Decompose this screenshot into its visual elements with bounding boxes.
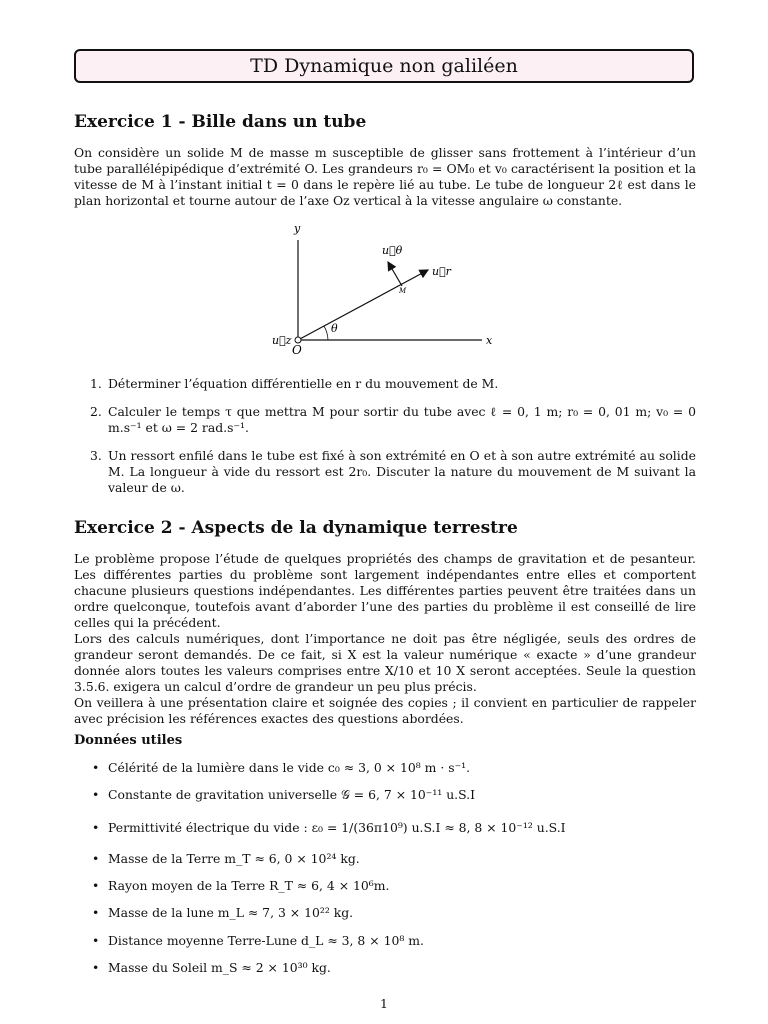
tube-line (298, 270, 428, 340)
paragraph: Lors des calculs numériques, dont l’importance ne doit pas être négligée, seuls des ordres de grandeur seront demandés. De ce fait, si X est la valeur numérique « exacte » d’une grandeur donnée alors toutes les valeurs comprises entre X/10 et 10 X seront acceptées. Seule la question 3.5.6. exigera un calcul d’ordre de grandeur un peu plus précis. (74, 631, 696, 694)
ur-label: u⃗r (432, 265, 451, 278)
utheta-vector (388, 262, 402, 286)
bullet-icon: • (92, 820, 100, 835)
question-number: 1. (90, 376, 102, 391)
exercise1-intro: On considère un solide M de masse m susceptible de glisser sans frottement à l’intérieur d’un tube parallélépipédique d’extrémité O. Les grandeurs r₀ = OM₀ et v₀ caractérisent la position et la vitesse de M à l’instant initial t = 0 dans le repère lié au tube. Le tube de longueur 2ℓ est dans le plan horizontal et tourne autour de l’axe Oz vertical à la vitesse angulaire ω constante. (74, 145, 696, 208)
question-text: Calculer le temps τ que mettra M pour sortir du tube avec ℓ = 0, 1 m; r₀ = 0, 01 m; v₀ = 0 m.s⁻¹ et ω = 2 rad.s⁻¹. (108, 404, 696, 435)
bullet-icon: • (92, 851, 100, 866)
document-page: TD Dynamique non galiléen Exercice 1 - Bille dans un tube On considère un solide M de masse m susceptible de glisser sans frottement à l’intérieur d’un tube parallélépipédique d’extrémité O. Les grandeurs r₀ = OM₀ et v₀ caractérisent la position et la vitesse de M à l’instant initial t = 0 dans le repère lié au tube. Le tube de longueur 2ℓ est dans le plan horizontal et tourne autour de l’axe Oz vertical à la vitesse angulaire ω constante. y x O u⃗z u⃗θ u⃗r M θ 1. Déterminer l’équation différentielle en r du mouvement de M. 2. Calculer le temps τ que mettra M pour sortir du tube avec ℓ = 0, 1 m; r₀ = 0, 01 m; v₀ = 0 m.s⁻¹ et ω = 2 rad.s⁻¹. 3. Un ressort enfilé dans le tube est fixé à son extrémité en O et à son autre extrémité au solide M. La longueur à vide du ressort est 2r₀. Discuter la nature du mouvement de M suivant la valeur de ω. Exercice 2 - Aspects de la dynamique terrestre Le problème propose l’étude de quelques propriétés des champs de gravitation et de pesanteur. Les différentes parties du problème sont largement indépendantes entre elles et comportent chacune plusieurs questions indépendantes. Les différentes parties peuvent être traitées dans un ordre quelconque, toutefois avant d’aborder l’une des parties du problème il est conseillé de lire celles qui la précédent. Lors des calculs numériques, dont l’importance ne doit pas être négligée, seuls des ordres de grandeur seront demandés. De ce fait, si X est la valeur numérique « exacte » d’une grandeur donnée alors toutes les valeurs comprises entre X/10 et 10 X seront acceptées. Seule la question 3.5.6. exigera un calcul d’ordre de grandeur un peu plus précis. On veillera à une présentation claire et soignée des copies ; il convient en particulier de rappeler avec précision les références exactes des questions abordées. Données utiles • Célérité de la lumière dans le vide c₀ ≈ 3, 0 × 10⁸ m · s⁻¹. • Constante de gravitation universelle 𝒢 = 6, 7 × 10⁻¹¹ u.S.I • Permittivité électrique du vide : ε₀ = 1/(36π10⁹) u.S.I ≈ 8, 8 × 10⁻¹² u.S.I • Masse de la Terre m_T ≈ 6, 0 × 10²⁴ kg. • Rayon moyen de la Terre R_T ≈ 6, 4 × 10⁶m. • Masse de la lune m_L ≈ 7, 3 × 10²² kg. • Distance moyenne Terre-Lune d_L ≈ 3, 8 × 10⁸ m. • Masse du Soleil m_S ≈ 2 × 10³⁰ kg. 1 (0, 0, 768, 1024)
paragraph: Le problème propose l’étude de quelques propriétés des champs de gravitation et de pesanteur. Les différentes parties du problème sont largement indépendantes entre elles et comportent chacune plusieurs questions indépendantes. Les différentes parties peuvent être traitées dans un ordre quelconque, toutefois avant d’aborder l’une des parties du problème il est conseillé de lire celles qui la précédent. (74, 551, 696, 630)
bullet-icon: • (92, 878, 100, 893)
tube-diagram (260, 218, 510, 358)
page-title: TD Dynamique non galiléen (74, 49, 694, 83)
theta-label: θ (331, 322, 338, 335)
m-point-label: M (399, 287, 407, 295)
bullet-icon: • (92, 787, 100, 802)
uz-label: u⃗z (272, 334, 292, 347)
data-heading: Données utiles (74, 733, 183, 748)
bullet-icon: • (92, 960, 100, 975)
x-axis-label: x (486, 334, 493, 347)
paragraph: On veillera à une présentation claire et soignée des copies ; il convient en particulier de rappeler avec précision les références exactes des questions abordées. (74, 695, 696, 726)
question-number: 2. (90, 404, 102, 419)
exercise2-intro (74, 551, 696, 727)
exercise2-heading: Exercice 2 - Aspects de la dynamique terrestre (74, 518, 518, 538)
question-number: 3. (90, 448, 102, 463)
theta-arc (324, 326, 328, 340)
question-text: Un ressort enfilé dans le tube est fixé à son extrémité en O et à son autre extrémité au solide M. La longueur à vide du ressort est 2r₀. Discuter la nature du mouvement de M suivant la valeur de ω. (108, 448, 696, 495)
bullet-icon: • (92, 933, 100, 948)
question-text: Déterminer l’équation différentielle en r du mouvement de M. (108, 376, 499, 391)
exercise1-heading: Exercice 1 - Bille dans un tube (74, 112, 367, 132)
page-number: 1 (380, 996, 388, 1011)
bullet-icon: • (92, 905, 100, 920)
y-axis-label: y (294, 222, 301, 235)
origin-label: O (292, 343, 302, 357)
utheta-label: u⃗θ (382, 244, 403, 257)
bullet-icon: • (92, 760, 100, 775)
